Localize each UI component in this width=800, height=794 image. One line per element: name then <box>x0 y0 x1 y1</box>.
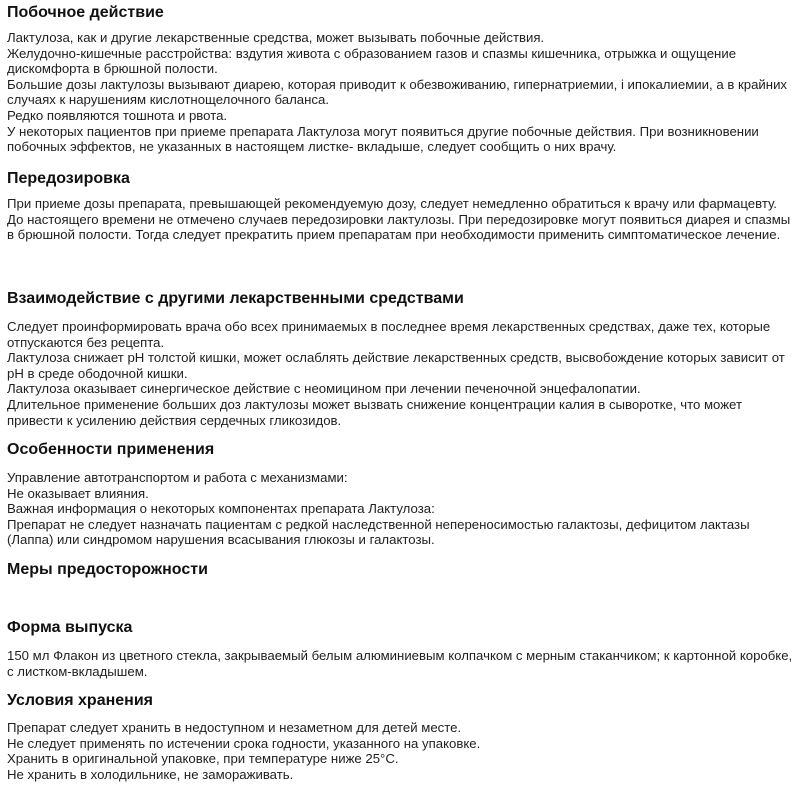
section-overdose <box>7 169 797 243</box>
section-text <box>7 30 797 155</box>
section-side-effects <box>7 3 797 155</box>
section-text <box>7 720 797 782</box>
section-text <box>7 319 797 428</box>
paragraph: Не следует применять по истечении срока годности, указанного на упаковке. <box>7 735 481 751</box>
paragraph: Лактулоза, как и другие лекарственные средства, может вызывать побочные действия. <box>7 30 545 45</box>
section-title: Условия хранения <box>7 692 153 709</box>
paragraph: Препарат не следует назначать пациентам с редкой наследственной непереносимостью галактозы, дефицитом лактазы (Лаппа) или синдромом нарушения всасывания глюкозы и галактозы. <box>7 516 750 548</box>
paragraph: Длительное применение больших доз лактулозы может вызвать снижение концентрации калия в сыворотке, что может привести к усилению действия сердечных гликозидов. <box>7 396 742 428</box>
paragraph: При приеме дозы препарата, превышающей рекомендуемую дозу, следует немедленно обратиться к врачу или фармацевту. <box>7 196 777 211</box>
paragraph: Следует проинформировать врача обо всех принимаемых в последнее время лекарственных средствах, даже тех, которые отпускаются без рецепта. <box>7 319 771 350</box>
paragraph: До настоящего времени не отмечено случаев передозировки лактулозы. При передозировке могут появиться диарея и спазмы в брюшной полости. Тогда следует прекратить прием препаратам при необходимости применить симптоматическое лечение. <box>7 211 791 243</box>
section-interactions <box>7 289 797 428</box>
section-title: Передозировка <box>7 170 130 187</box>
section-title: Взаимодействие с другими лекарственными средствами <box>7 290 464 307</box>
paragraph: Не хранить в холодильнике, не замораживать. <box>7 766 294 782</box>
paragraph: Лактулоза оказывает синергическое действие с неомицином при лечении печеночной энцефалопатии. <box>7 381 641 397</box>
section-storage <box>7 691 797 782</box>
paragraph: Важная информация о некоторых компонентах препарата Лактулоза: <box>7 501 435 517</box>
section-usage-features <box>7 440 797 548</box>
paragraph: Управление автотранспортом и работа с механизмами: <box>7 470 348 485</box>
section-text <box>7 470 797 548</box>
section-title: Меры предосторожности <box>7 561 208 578</box>
paragraph: Хранить в оригинальной упаковке, при температуре ниже 25°C. <box>7 751 399 767</box>
paragraph: Не оказывает влияния. <box>7 485 149 501</box>
section-release-form <box>7 618 797 679</box>
section-text <box>7 648 797 679</box>
paragraph: У некоторых пациентов при приеме препарата Лактулоза могут появиться другие побочные действия. При возникновении побочных эффектов, не указанных в настоящем листке- вкладыше, следует сообщить о них врачу. <box>7 123 759 155</box>
section-text <box>7 196 797 243</box>
paragraph: Желудочно-кишечные расстройства: вздутия живота с образованием газов и спазмы кишечника, отрыжка и ощущение дискомфорта в брюшной полости. <box>7 45 737 77</box>
paragraph: Редко появляются тошнота и рвота. <box>7 107 228 123</box>
section-title: Побочное действие <box>7 4 164 21</box>
paragraph: 150 мл Флакон из цветного стекла, закрываемый белым алюминиевым колпачком с мерным стаканчиком; к картонной коробке, с листком-вкладышем. <box>7 648 793 679</box>
section-precautions <box>7 560 797 580</box>
paragraph: Лактулоза снижает pH толстой кишки, может ослаблять действие лекарственных средств, высвобождение которых зависит от pH в среде ободочной кишки. <box>7 350 785 381</box>
section-title: Особенности применения <box>7 441 215 458</box>
paragraph: Препарат следует хранить в недоступном и незаметном для детей месте. <box>7 720 462 735</box>
section-title: Форма выпуска <box>7 619 133 636</box>
paragraph: Большие дозы лактулозы вызывают диарею, которая приводит к обезвоживанию, гипернатриемии, і ипокалиемии, а в крайних случаях к нарушениям кислотнощелочного баланса. <box>7 76 788 108</box>
